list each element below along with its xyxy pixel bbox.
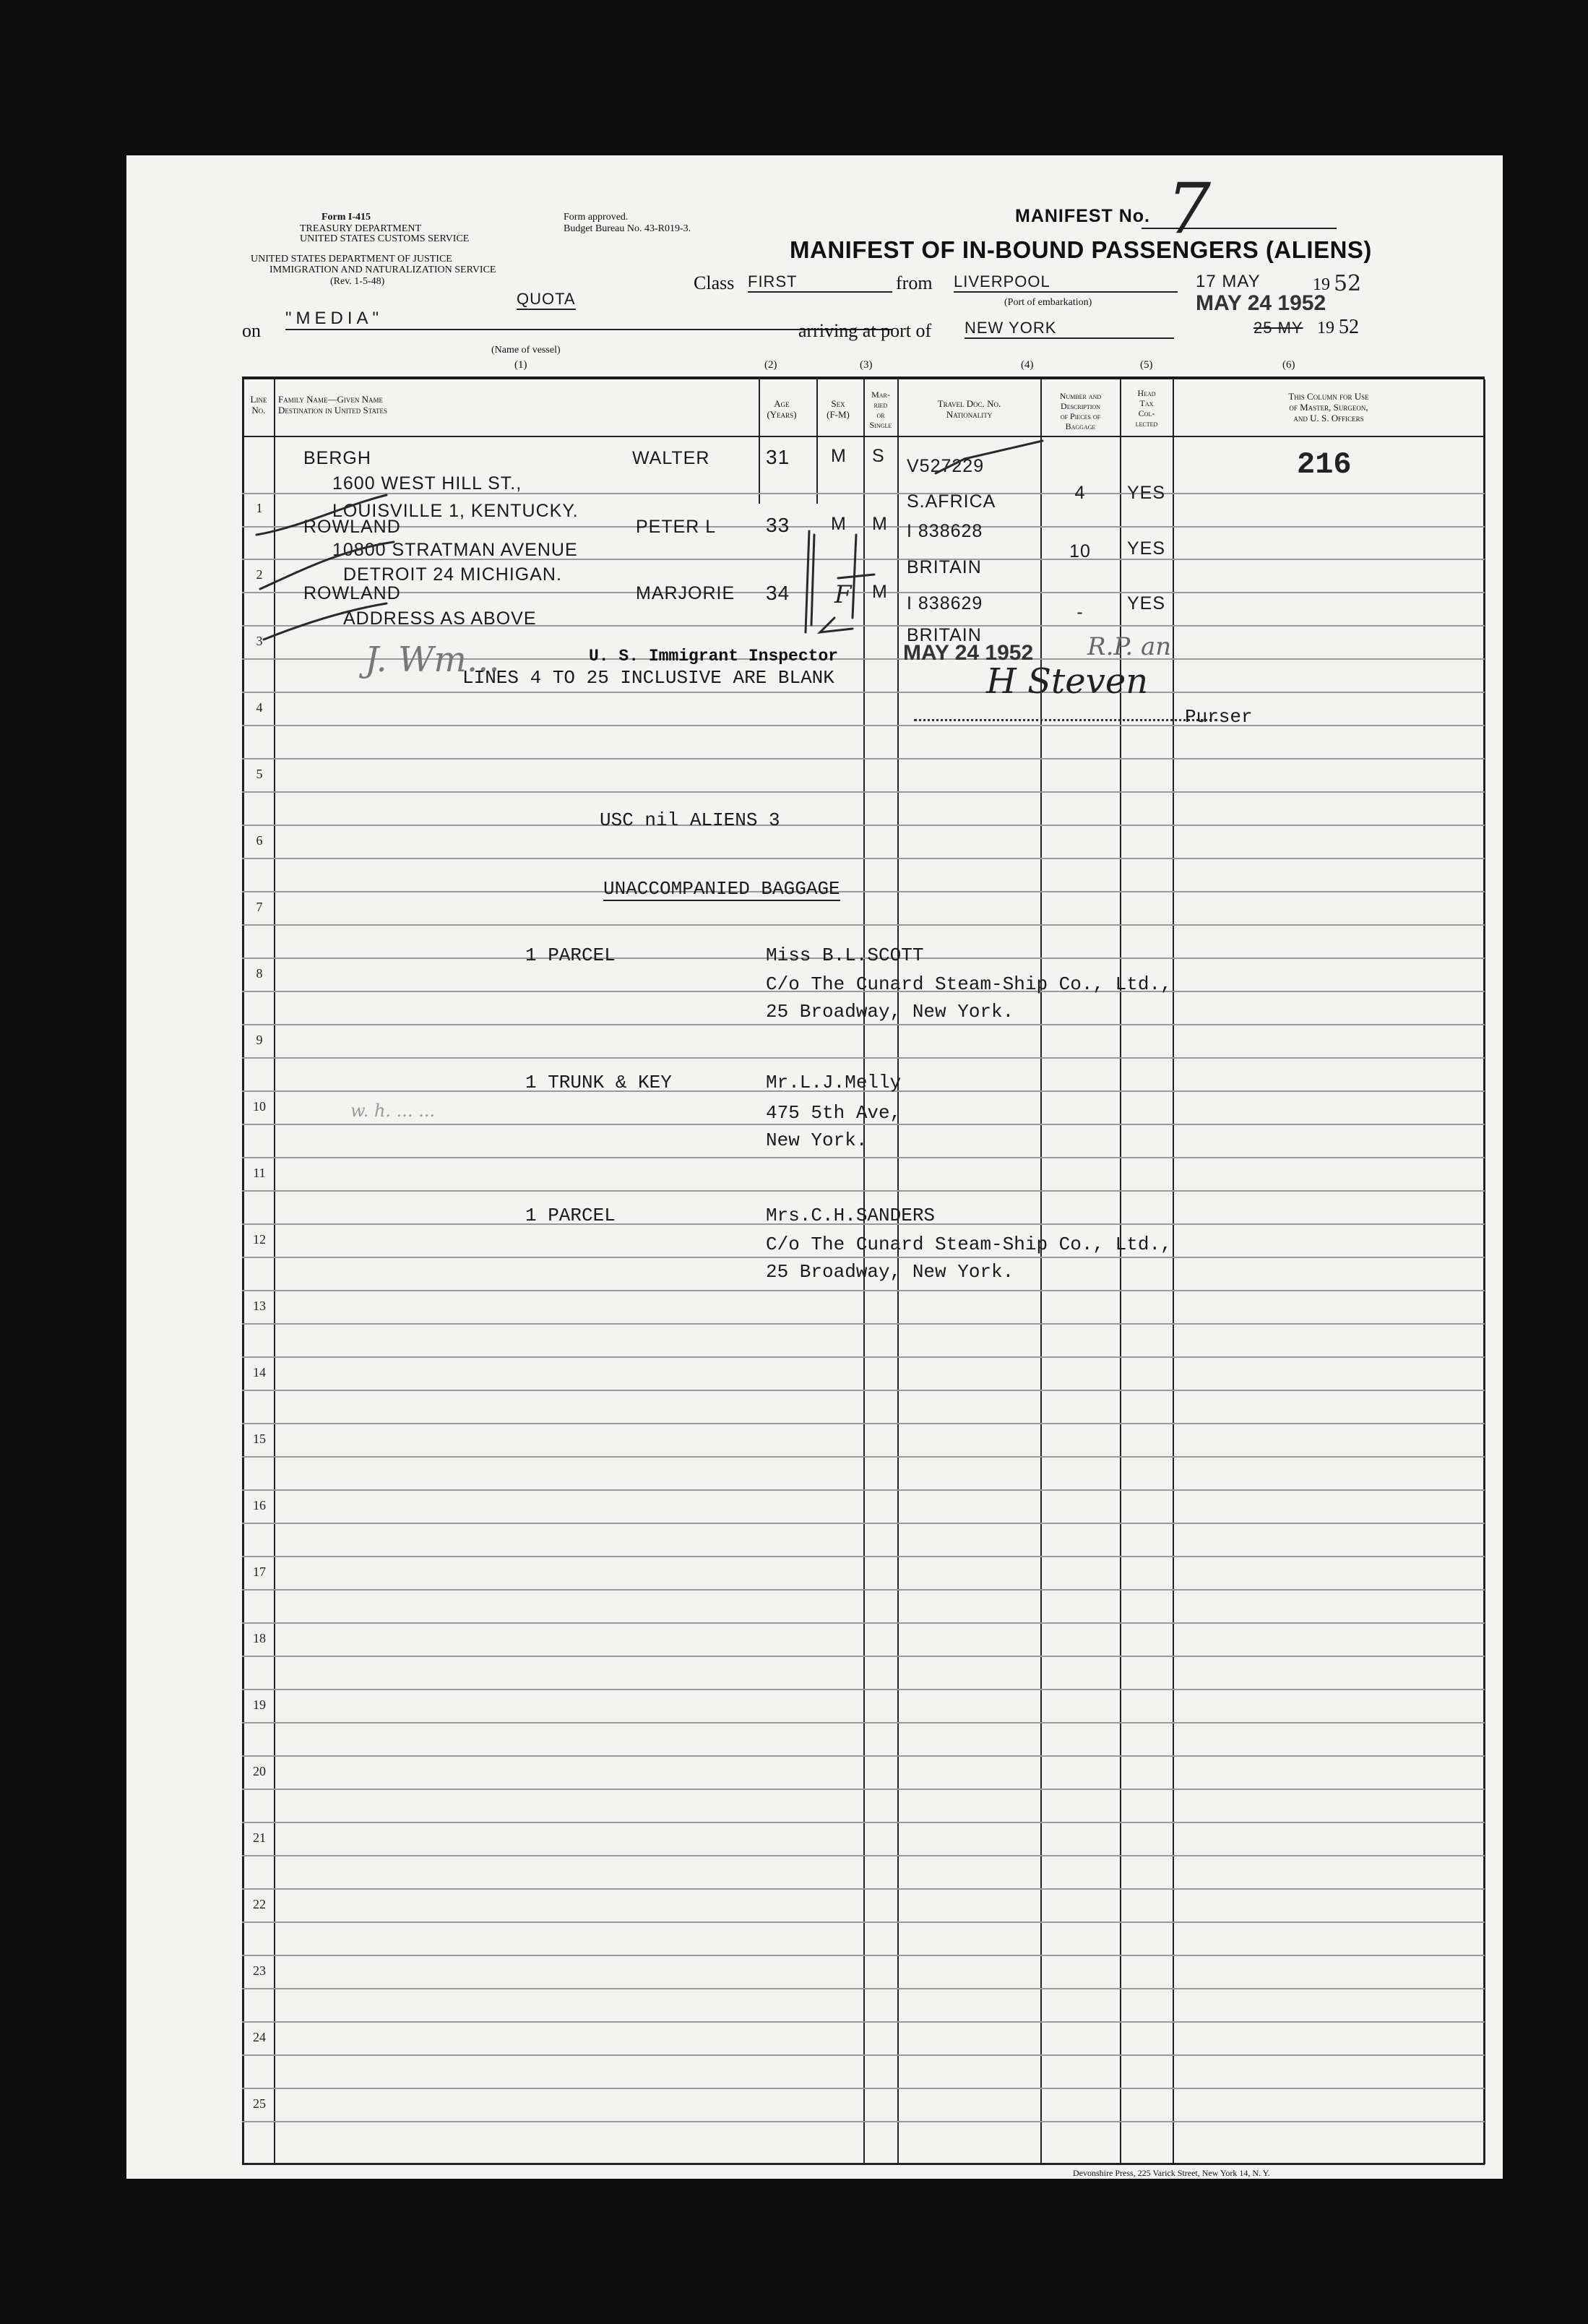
passenger-given-name: WALTER: [632, 448, 710, 468]
row-rule: [242, 1855, 1485, 1856]
passenger-address-line: ADDRESS AS ABOVE: [343, 608, 537, 629]
row-rule: [242, 1988, 1485, 1989]
class-value: FIRST: [748, 272, 892, 293]
purser-signature: H Steven: [986, 661, 1149, 702]
line-number: 20: [253, 1764, 266, 1778]
passenger-head-tax: YES: [1127, 483, 1166, 503]
inspector-label: U. S. Immigrant Inspector: [589, 647, 839, 666]
officer-stamp-number: 216: [1297, 447, 1352, 482]
row-rule: [242, 1689, 1485, 1690]
consignee-address: 25 Broadway, New York.: [766, 1001, 1014, 1023]
line-number: 22: [253, 1897, 266, 1911]
row-rule: [242, 1489, 1485, 1491]
embark-date-value: 17 MAY: [1196, 272, 1261, 291]
unaccompanied-heading: UNACCOMPANIED BAGGAGE: [603, 878, 840, 900]
customs-service: UNITED STATES CUSTOMS SERVICE: [300, 233, 470, 244]
row-rule: [242, 1888, 1485, 1890]
row-rule: [242, 1290, 1485, 1291]
from-value: LIVERPOOL: [954, 272, 1178, 293]
line-number: 8: [256, 966, 263, 981]
column-number: (1): [514, 359, 527, 371]
inspector-signature: J. Wm...: [365, 640, 500, 680]
line-number: 2: [256, 567, 263, 582]
passenger-nationality: S.AFRICA: [907, 491, 996, 512]
row-rule: [242, 1755, 1485, 1757]
inspector-initials: R.P. an: [1087, 632, 1172, 661]
column-number: (2): [764, 359, 777, 371]
row-rule: [242, 1622, 1485, 1624]
row-rule: [242, 1656, 1485, 1657]
header-baggage: Number and Description of Pieces of Baggage: [1059, 391, 1102, 431]
line-number: 6: [256, 833, 263, 848]
header-married: Mar- ried or Single: [869, 390, 892, 430]
form-approved: Form approved.: [564, 212, 629, 223]
year-prefix-2: 19: [1317, 319, 1334, 337]
passenger-nationality: BRITAIN: [907, 625, 982, 645]
line-number: 23: [253, 1963, 266, 1978]
pencil-note: w. h. ... ...: [350, 1101, 436, 1121]
passenger-age: 34: [766, 582, 790, 604]
from-label: from: [896, 272, 933, 293]
consignee-address: C/o The Cunard Steam-Ship Co., Ltd.,: [766, 973, 1172, 995]
consignee-address: New York.: [766, 1129, 868, 1151]
purser-signature-line: [914, 719, 1217, 721]
struck-date: 25 MY: [1253, 319, 1303, 337]
passenger-given-name: MARJORIE: [636, 583, 735, 603]
arrival-date-stamp: MAY 24 1952: [1196, 291, 1326, 315]
row-rule: [242, 1589, 1485, 1591]
line-number: 16: [253, 1498, 266, 1512]
passenger-family-name: ROWLAND: [303, 517, 401, 537]
passenger-baggage-count: 4: [1074, 483, 1086, 503]
form-number: Form I-415: [322, 212, 371, 223]
line-number: 17: [253, 1565, 266, 1579]
header-line-no: Line No.: [250, 394, 267, 416]
passenger-age: 33: [766, 514, 790, 536]
row-rule: [242, 1157, 1485, 1158]
passenger-head-tax: YES: [1127, 593, 1166, 614]
blank-lines-note: LINES 4 TO 25 INCLUSIVE ARE BLANK: [462, 667, 834, 689]
passenger-travel-doc: I 838629: [907, 593, 983, 614]
arriving-label: arriving at port of: [798, 320, 932, 341]
table-bottom-border: [242, 2163, 1485, 2165]
row-rule: [242, 1556, 1485, 1557]
manifest-number: 7: [1167, 168, 1212, 249]
row-rule: [242, 1921, 1485, 1923]
manifest-sheet: [126, 155, 1503, 2179]
header-head-tax: Head Tax Col- lected: [1135, 388, 1158, 429]
line-number: 1: [256, 501, 263, 515]
header-sex: Sex (F-M): [827, 398, 850, 420]
row-rule: [242, 2021, 1485, 2023]
consignee-address: 25 Broadway, New York.: [766, 1261, 1014, 1283]
quota-label: QUOTA: [517, 290, 576, 310]
year-2: 52: [1339, 316, 1359, 338]
justice-department: UNITED STATES DEPARTMENT OF JUSTICE: [251, 254, 452, 264]
line-number: 15: [253, 1432, 266, 1446]
line-number: 19: [253, 1697, 266, 1712]
header-travel-doc: Travel Doc. No. Nationality: [937, 398, 1001, 420]
passenger-family-name: BERGH: [303, 448, 371, 468]
header-name: Family Name—Given Name Destination in United States: [278, 394, 388, 416]
year-prefix-1: 19: [1313, 275, 1330, 294]
line-number: 14: [253, 1365, 266, 1380]
passenger-marital-status: S: [872, 446, 885, 466]
line-number: 25: [253, 2096, 266, 2111]
row-rule: [242, 1024, 1485, 1025]
column-number: (4): [1021, 359, 1034, 371]
printer-imprint: Devonshire Press, 225 Varick Street, New York 14, N. Y.: [1073, 2168, 1270, 2178]
row-rule: [242, 1456, 1485, 1458]
alien-summary: USC nil ALIENS 3: [600, 809, 780, 831]
line-number: 7: [256, 900, 263, 914]
passenger-head-tax: YES: [1127, 538, 1166, 559]
row-rule: [242, 1057, 1485, 1059]
row-rule: [242, 2121, 1485, 2122]
vessel-name: "MEDIA": [285, 309, 892, 330]
row-rule: [242, 2088, 1485, 2089]
passenger-nationality: BRITAIN: [907, 557, 982, 577]
row-rule: [242, 1523, 1485, 1524]
class-label: Class: [694, 272, 735, 293]
passenger-sex: M: [831, 514, 847, 534]
passenger-travel-doc: I 838628: [907, 521, 983, 541]
passenger-sex: F: [834, 580, 852, 609]
row-rule: [242, 1789, 1485, 1790]
line-number: 13: [253, 1299, 266, 1313]
row-rule: [242, 1955, 1485, 1956]
passenger-family-name: ROWLAND: [303, 583, 401, 603]
row-rule: [242, 1356, 1485, 1358]
consignee-name: Miss B.L.SCOTT: [766, 944, 924, 966]
header-officers: This Column for Use of Master, Surgeon, and U. S. Officers: [1288, 391, 1369, 423]
row-rule: [242, 1190, 1485, 1192]
row-rule: [242, 1323, 1485, 1325]
line-number: 11: [253, 1166, 266, 1180]
line-number: 12: [253, 1232, 266, 1247]
consignee-address: C/o The Cunard Steam-Ship Co., Ltd.,: [766, 1234, 1172, 1255]
manifest-number-label: MANIFEST No.: [1015, 206, 1150, 226]
line-number: 5: [256, 767, 263, 781]
column-number: (5): [1140, 359, 1153, 371]
port-of-arrival: NEW YORK: [965, 319, 1174, 339]
passenger-travel-doc: V527229: [907, 456, 985, 476]
vessel-note: (Name of vessel): [491, 345, 561, 356]
row-rule: [242, 1257, 1485, 1258]
revision-date: (Rev. 1-5-48): [330, 276, 385, 287]
inspector-stamp-date: MAY 24 1952: [903, 641, 1034, 665]
passenger-marital-status: M: [872, 514, 888, 534]
immigration-service: IMMIGRATION AND NATURALIZATION SERVICE: [269, 264, 496, 275]
passenger-sex: M: [831, 446, 847, 466]
line-number: 10: [253, 1099, 266, 1114]
row-rule: [242, 924, 1485, 926]
on-label: on: [242, 320, 261, 341]
line-number: 9: [256, 1033, 263, 1047]
passenger-address-line: 10800 STRATMAN AVENUE: [332, 540, 578, 560]
row-rule: [242, 1390, 1485, 1391]
treasury-department: TREASURY DEPARTMENT: [300, 223, 422, 234]
row-rule: [242, 1423, 1485, 1424]
line-number: 3: [256, 634, 263, 648]
manifest-title: MANIFEST OF IN-BOUND PASSENGERS (ALIENS): [790, 236, 1372, 263]
row-rule: [242, 1722, 1485, 1723]
row-rule: [242, 1124, 1485, 1125]
year-1: 52: [1334, 271, 1362, 296]
line-number: 18: [253, 1631, 266, 1645]
passenger-address-line: 1600 WEST HILL ST.,: [332, 473, 522, 494]
purser-label: Purser: [1185, 706, 1253, 728]
row-rule: [242, 858, 1485, 859]
passenger-address-line: LOUISVILLE 1, KENTUCKY.: [332, 501, 579, 521]
column-number: (3): [860, 359, 873, 371]
embarkation-note: (Port of embarkation): [1004, 297, 1092, 308]
unaccompanied-item: 1 PARCEL: [525, 944, 616, 966]
passenger-marital-status: M: [872, 582, 888, 602]
row-rule: [242, 2054, 1485, 2056]
passenger-age: 31: [766, 446, 790, 468]
unaccompanied-item: 1 PARCEL: [525, 1205, 616, 1226]
row-rule: [242, 758, 1485, 759]
header-age: Age (Years): [767, 398, 797, 420]
line-number: 24: [253, 2030, 266, 2044]
row-rule: [242, 825, 1485, 826]
passenger-baggage-count: 10: [1069, 541, 1091, 561]
row-rule: [242, 1822, 1485, 1823]
consignee-address: 475 5th Ave,: [766, 1102, 902, 1124]
consignee-name: Mr.L.J.Melly: [766, 1072, 902, 1093]
unaccompanied-item: 1 TRUNK & KEY: [525, 1072, 672, 1093]
line-number: 4: [256, 700, 263, 715]
passenger-baggage-count: -: [1076, 602, 1084, 622]
column-number: (6): [1282, 359, 1295, 371]
row-rule: [242, 791, 1485, 793]
consignee-name: Mrs.C.H.SANDERS: [766, 1205, 936, 1226]
passenger-address-line: DETROIT 24 MICHIGAN.: [343, 564, 562, 585]
passenger-given-name: PETER L: [636, 517, 717, 537]
line-number: 21: [253, 1830, 266, 1845]
row-rule: [242, 891, 1485, 892]
budget-bureau-number: Budget Bureau No. 43-R019-3.: [564, 223, 691, 234]
